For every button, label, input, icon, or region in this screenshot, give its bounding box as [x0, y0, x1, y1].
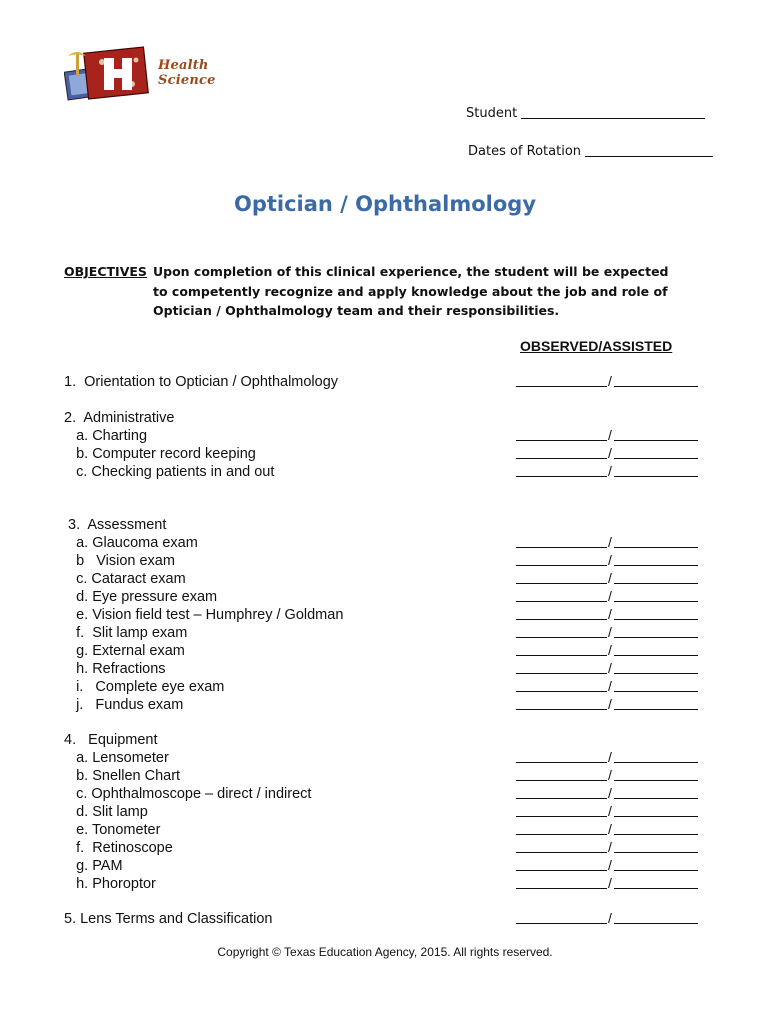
observed-blank[interactable] — [516, 834, 607, 835]
sig-separator: / — [608, 606, 612, 622]
sig-separator: / — [608, 427, 612, 443]
objectives-text: Upon completion of this clinical experience, the student will be expected to competently recognize and apply knowledge about the job and role of Optician / Ophthalmology team and their responsibilities. — [153, 264, 669, 318]
observed-assisted-signature-line[interactable] — [516, 749, 698, 767]
observed-blank[interactable] — [516, 798, 607, 799]
sig-separator: / — [608, 821, 612, 837]
checklist-item: d. Slit lamp — [64, 804, 148, 820]
observed-assisted-signature-line[interactable] — [516, 552, 698, 570]
observed-blank[interactable] — [516, 691, 607, 692]
student-blank-line[interactable] — [521, 105, 705, 119]
health-science-badge-icon — [64, 44, 154, 104]
dates-of-rotation-field — [468, 143, 713, 159]
observed-assisted-signature-line[interactable] — [516, 445, 698, 463]
checklist-item: 4. Equipment — [64, 732, 158, 748]
checklist-item: f. Slit lamp exam — [64, 625, 188, 641]
assisted-blank[interactable] — [614, 762, 698, 763]
sig-separator: / — [608, 803, 612, 819]
observed-blank[interactable] — [516, 565, 607, 566]
health-science-logo — [64, 44, 234, 104]
observed-blank[interactable] — [516, 601, 607, 602]
sig-separator: / — [608, 534, 612, 550]
observed-blank[interactable] — [516, 655, 607, 656]
sig-separator: / — [608, 839, 612, 855]
checklist-item: d. Eye pressure exam — [64, 589, 218, 605]
assisted-blank[interactable] — [614, 709, 698, 710]
sig-separator: / — [608, 445, 612, 461]
assisted-blank[interactable] — [614, 565, 698, 566]
assisted-blank[interactable] — [614, 780, 698, 781]
observed-blank[interactable] — [516, 673, 607, 674]
observed-assisted-header: OBSERVED/ASSISTED — [520, 338, 673, 354]
observed-assisted-signature-line[interactable] — [516, 427, 698, 445]
assisted-blank[interactable] — [614, 655, 698, 656]
observed-assisted-signature-line[interactable] — [516, 785, 698, 803]
observed-assisted-signature-line[interactable] — [516, 570, 698, 588]
checklist-item: e. Tonometer — [64, 822, 161, 838]
observed-assisted-signature-line[interactable] — [516, 624, 698, 642]
observed-assisted-signature-line[interactable] — [516, 696, 698, 714]
assisted-blank[interactable] — [614, 440, 698, 441]
checklist-item: h. Refractions — [64, 661, 166, 677]
checklist-item: b Vision exam — [64, 553, 175, 569]
sig-separator: / — [608, 696, 612, 712]
checklist-item: 2. Administrative — [64, 410, 175, 426]
logo-text: Health Science — [158, 58, 216, 88]
checklist-item: 5. Lens Terms and Classification — [64, 911, 273, 927]
observed-assisted-signature-line[interactable] — [516, 839, 698, 857]
observed-blank[interactable] — [516, 923, 607, 924]
assisted-blank[interactable] — [614, 637, 698, 638]
checklist-item: e. Vision field test – Humphrey / Goldman — [64, 607, 344, 623]
assisted-blank[interactable] — [614, 923, 698, 924]
sig-separator: / — [608, 875, 612, 891]
checklist-item: c. Cataract exam — [64, 571, 186, 587]
checklist-item: f. Retinoscope — [64, 840, 173, 856]
observed-blank[interactable] — [516, 816, 607, 817]
checklist-item: j. Fundus exam — [64, 697, 184, 713]
student-label: Student — [466, 106, 518, 121]
assisted-blank[interactable] — [614, 583, 698, 584]
checklist-item: 3. Assessment — [64, 517, 167, 533]
sig-separator: / — [608, 588, 612, 604]
checklist-item: c. Checking patients in and out — [64, 464, 275, 480]
observed-blank[interactable] — [516, 619, 607, 620]
dates-of-rotation-blank-line[interactable] — [585, 143, 713, 157]
sig-separator: / — [608, 785, 612, 801]
sig-separator: / — [608, 857, 612, 873]
checklist-item: g. External exam — [64, 643, 185, 659]
assisted-blank[interactable] — [614, 386, 698, 387]
observed-blank[interactable] — [516, 852, 607, 853]
observed-assisted-signature-line[interactable] — [516, 660, 698, 678]
dates-of-rotation-label: Dates of Rotation — [468, 144, 582, 159]
assisted-blank[interactable] — [614, 673, 698, 674]
observed-assisted-signature-line[interactable] — [516, 642, 698, 660]
checklist-item: 1. Orientation to Optician / Ophthalmology — [64, 374, 339, 390]
observed-assisted-signature-line[interactable] — [516, 803, 698, 821]
observed-blank[interactable] — [516, 386, 607, 387]
observed-blank[interactable] — [516, 709, 607, 710]
sig-separator: / — [608, 660, 612, 676]
observed-assisted-signature-line[interactable] — [516, 534, 698, 552]
objectives-label: OBJECTIVES — [64, 264, 147, 279]
observed-blank[interactable] — [516, 762, 607, 763]
sig-separator: / — [608, 767, 612, 783]
sig-separator: / — [608, 910, 612, 926]
observed-assisted-signature-line[interactable] — [516, 857, 698, 875]
assisted-blank[interactable] — [614, 619, 698, 620]
observed-blank[interactable] — [516, 547, 607, 548]
student-field — [466, 105, 705, 121]
assisted-blank[interactable] — [614, 458, 698, 459]
sig-separator: / — [608, 463, 612, 479]
observed-assisted-signature-line[interactable] — [516, 606, 698, 624]
observed-blank[interactable] — [516, 458, 607, 459]
page-title: Optician / Ophthalmology — [233, 192, 537, 216]
sig-separator: / — [608, 570, 612, 586]
checklist-item: b. Computer record keeping — [64, 446, 256, 462]
observed-assisted-signature-line[interactable] — [516, 767, 698, 785]
checklist-item: a. Charting — [64, 428, 148, 444]
observed-blank[interactable] — [516, 888, 607, 889]
checklist-item: b. Snellen Chart — [64, 768, 181, 784]
assisted-blank[interactable] — [614, 476, 698, 477]
observed-assisted-signature-line[interactable] — [516, 588, 698, 606]
observed-blank[interactable] — [516, 870, 607, 871]
sig-separator: / — [608, 624, 612, 640]
checklist-item: a. Lensometer — [64, 750, 169, 766]
assisted-blank[interactable] — [614, 798, 698, 799]
assisted-blank[interactable] — [614, 691, 698, 692]
checklist-item: a. Glaucoma exam — [64, 535, 198, 551]
assisted-blank[interactable] — [614, 870, 698, 871]
assisted-blank[interactable] — [614, 852, 698, 853]
copyright-footer: Copyright © Texas Education Agency, 2015. All rights reserved. — [217, 945, 553, 959]
observed-assisted-signature-line[interactable] — [516, 910, 698, 928]
observed-blank[interactable] — [516, 583, 607, 584]
assisted-blank[interactable] — [614, 547, 698, 548]
observed-blank[interactable] — [516, 780, 607, 781]
observed-assisted-signature-line[interactable] — [516, 678, 698, 696]
assisted-blank[interactable] — [614, 834, 698, 835]
checklist-item: g. PAM — [64, 858, 123, 874]
assisted-blank[interactable] — [614, 816, 698, 817]
observed-blank[interactable] — [516, 476, 607, 477]
checklist-item: c. Ophthalmoscope – direct / indirect — [64, 786, 312, 802]
observed-blank[interactable] — [516, 637, 607, 638]
observed-blank[interactable] — [516, 440, 607, 441]
sig-separator: / — [608, 678, 612, 694]
sig-separator: / — [608, 749, 612, 765]
observed-assisted-signature-line[interactable] — [516, 463, 698, 481]
observed-assisted-signature-line[interactable] — [516, 373, 698, 391]
checklist-item: h. Phoroptor — [64, 876, 156, 892]
sig-separator: / — [608, 373, 612, 389]
checklist-item: i. Complete eye exam — [64, 679, 225, 695]
sig-separator: / — [608, 552, 612, 568]
observed-assisted-signature-line[interactable] — [516, 875, 698, 893]
observed-assisted-signature-line[interactable] — [516, 821, 698, 839]
sig-separator: / — [608, 642, 612, 658]
assisted-blank[interactable] — [614, 601, 698, 602]
assisted-blank[interactable] — [614, 888, 698, 889]
